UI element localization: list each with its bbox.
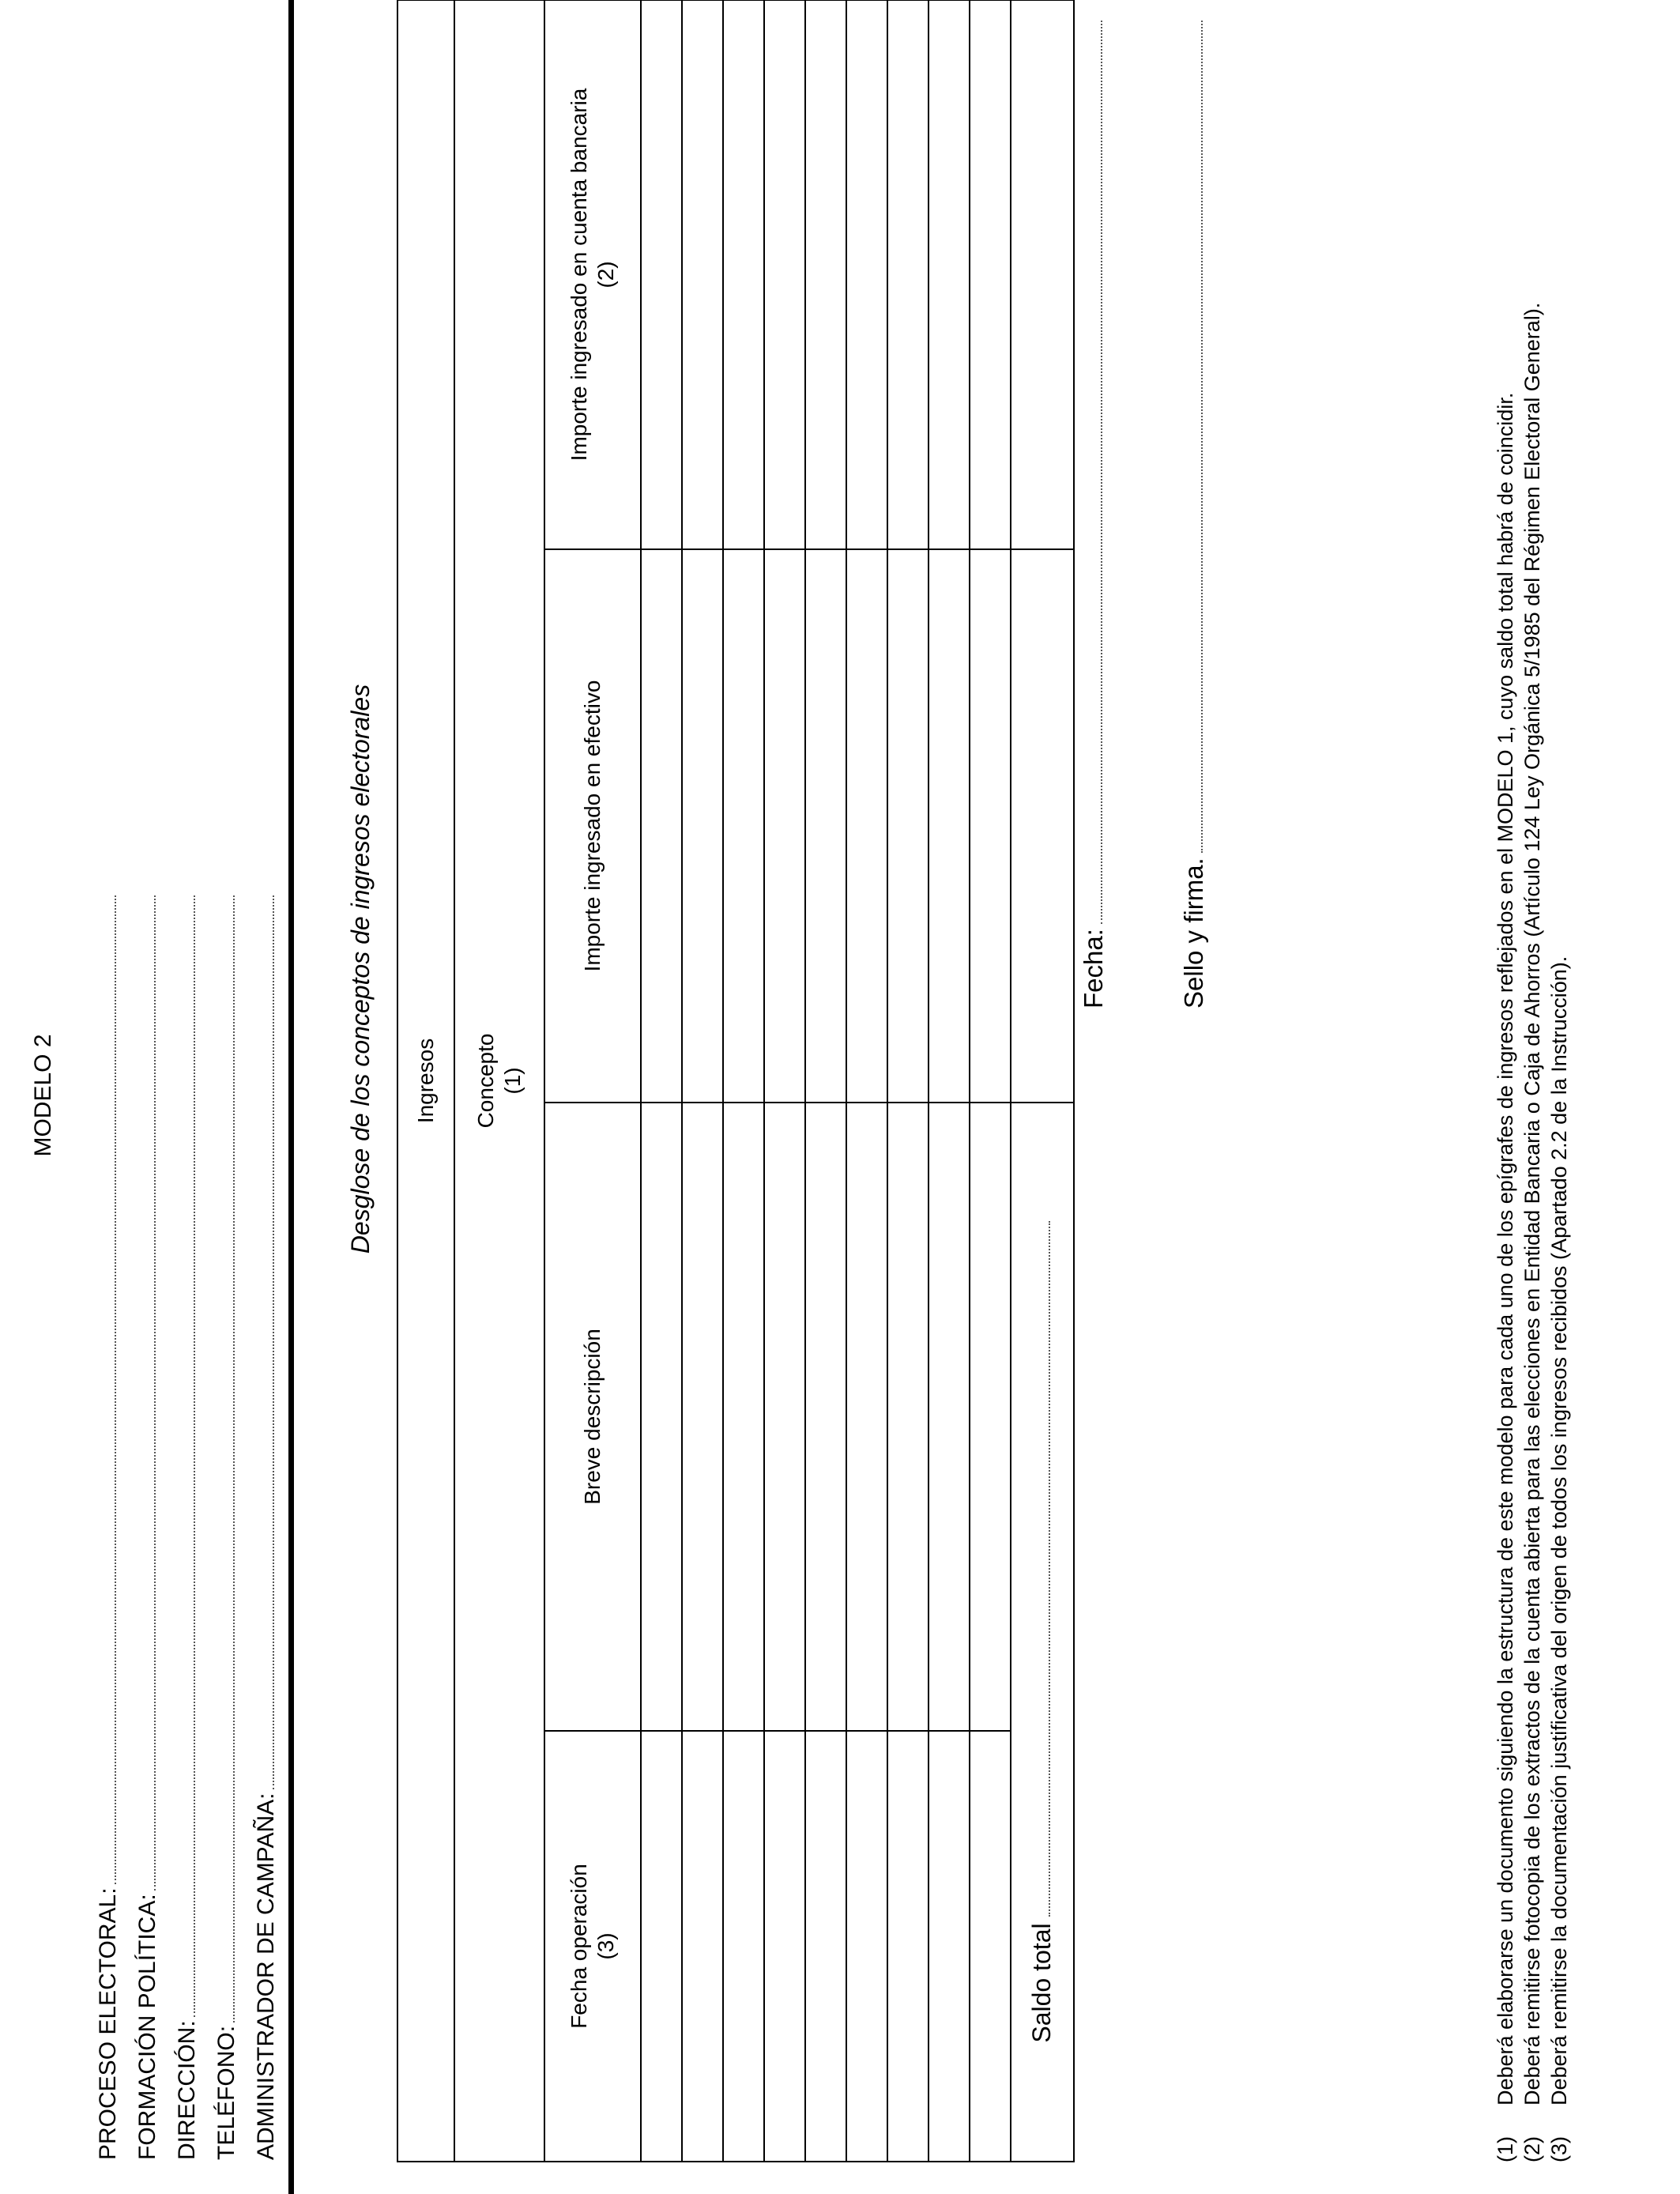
col-header-cuenta-bancaria (544, 0, 641, 549)
sello-firma-field (1179, 21, 1209, 1008)
dotted-fill-line[interactable] (213, 895, 235, 2022)
saldo-efectivo-cell[interactable] (1011, 549, 1074, 1103)
footnote-number: (3) (1547, 2136, 1571, 2162)
table-cell[interactable] (805, 1103, 846, 1731)
ingresos-table (397, 0, 1075, 2162)
table-cell[interactable] (723, 549, 764, 1103)
col-label: Importe ingresado en cuenta bancaria (567, 88, 591, 462)
saldo-total-label: Saldo total (1027, 1923, 1056, 2043)
concept-note: (1) (500, 1067, 525, 1095)
table-cell[interactable] (764, 549, 805, 1103)
field-telefono (213, 895, 240, 2160)
dotted-fill-line[interactable] (134, 895, 156, 1891)
col-header-efectivo (544, 549, 641, 1103)
table-row (682, 0, 723, 2162)
table-cell[interactable] (846, 1731, 887, 2162)
footnote-text: Deberá remitirse fotocopia de los extractos de la cuenta abierta para las elecciones en Entidad Bancaria o Caja de Ahorros (Artículo 124 Ley Orgánica 5/1985 del Régimen Electoral General). (1520, 302, 1544, 2105)
dotted-fill-line[interactable] (1049, 1221, 1050, 1917)
table-cell[interactable] (970, 1731, 1011, 2162)
dotted-fill-line[interactable] (1079, 21, 1102, 924)
table-cell[interactable] (764, 1731, 805, 2162)
table-row (970, 0, 1011, 2162)
field-label: PROCESO ELECTORAL: (95, 1887, 121, 2160)
table-cell[interactable] (970, 549, 1011, 1103)
table-cell[interactable] (887, 0, 929, 549)
table-cell[interactable] (929, 549, 970, 1103)
table-cell[interactable] (641, 1731, 682, 2162)
concept-header (454, 0, 544, 2162)
table-cell[interactable] (846, 0, 887, 549)
footnote-number: (2) (1520, 2136, 1544, 2162)
table-cell[interactable] (723, 1103, 764, 1731)
table-cell[interactable] (641, 0, 682, 549)
footnote-text: Deberá remitirse la documentación justificativa del origen de todos los ingresos recibidos (Apartado 2.2 de la Instrucción). (1547, 956, 1571, 2105)
table-cell[interactable] (641, 549, 682, 1103)
col-label: Fecha operación (567, 1864, 591, 2029)
form-title: MODELO 2 (30, 1034, 56, 1157)
col-note: (3) (593, 1932, 618, 1960)
group-header-ingresos: Ingresos (397, 0, 454, 2162)
col-label: Breve descripción (580, 1329, 605, 1505)
col-header-descripcion (544, 1103, 641, 1731)
table-cell[interactable] (682, 0, 723, 549)
fecha-field (1079, 21, 1109, 1008)
table-cell[interactable] (846, 549, 887, 1103)
footnote-2 (1519, 28, 1546, 2162)
table-cell[interactable] (887, 1731, 929, 2162)
field-formacion-politica (134, 895, 161, 2160)
saldo-total-cell (1011, 1103, 1074, 2162)
field-administrador (253, 895, 280, 2160)
table-cell[interactable] (929, 0, 970, 549)
field-direccion (174, 895, 201, 2160)
sello-firma-label: Sello y firma. (1179, 858, 1208, 1008)
table-row (764, 0, 805, 2162)
col-note: (2) (593, 261, 618, 288)
table-row (887, 0, 929, 2162)
dotted-fill-line[interactable] (253, 895, 274, 1790)
table-cell[interactable] (764, 0, 805, 549)
table-row (641, 0, 682, 2162)
field-label: DIRECCIÓN: (174, 2020, 200, 2160)
table-cell[interactable] (723, 1731, 764, 2162)
footnote-3 (1546, 28, 1573, 2162)
footnote-1 (1492, 28, 1519, 2162)
footnotes (1492, 28, 1573, 2162)
field-label: ADMINISTRADOR DE CAMPAÑA: (253, 1793, 279, 2160)
table-row (723, 0, 764, 2162)
table-cell[interactable] (723, 0, 764, 549)
section-divider (288, 0, 294, 2194)
field-label: TELÉFONO: (213, 2025, 239, 2160)
table-cell[interactable] (805, 1731, 846, 2162)
dotted-fill-line[interactable] (95, 895, 116, 1884)
table-cell[interactable] (970, 1103, 1011, 1731)
footnote-text: Deberá elaborarse un documento siguiendo la estructura de este modelo para cada uno de los epígrafes de ingresos reflejados en el MODELO 1, cuyo saldo total habrá de coincidir. (1494, 392, 1517, 2105)
table-cell[interactable] (970, 0, 1011, 549)
col-label: Importe ingresado en efectivo (580, 680, 605, 972)
table-cell[interactable] (887, 1103, 929, 1731)
table-cell[interactable] (682, 1103, 723, 1731)
table-row (846, 0, 887, 2162)
table-cell[interactable] (846, 1103, 887, 1731)
concept-label: Concepto (473, 1033, 498, 1129)
table-cell[interactable] (641, 1103, 682, 1731)
table-cell[interactable] (929, 1731, 970, 2162)
table-cell[interactable] (805, 0, 846, 549)
field-label: FORMACIÓN POLÍTICA: (134, 1894, 160, 2160)
table-row (805, 0, 846, 2162)
footnote-number: (1) (1494, 2136, 1517, 2162)
fecha-label: Fecha: (1079, 929, 1108, 1008)
dotted-fill-line[interactable] (174, 895, 195, 2017)
dotted-fill-line[interactable] (1179, 21, 1203, 853)
table-subtitle: Desglose de los conceptos de ingresos electorales (346, 684, 375, 1254)
table-cell[interactable] (929, 1103, 970, 1731)
col-header-fecha (544, 1731, 641, 2162)
field-proceso-electoral (95, 895, 122, 2160)
table-cell[interactable] (805, 549, 846, 1103)
table-cell[interactable] (682, 1731, 723, 2162)
table-cell[interactable] (887, 549, 929, 1103)
table-row (929, 0, 970, 2162)
saldo-cuenta-cell[interactable] (1011, 0, 1074, 549)
table-cell[interactable] (764, 1103, 805, 1731)
table-cell[interactable] (682, 549, 723, 1103)
